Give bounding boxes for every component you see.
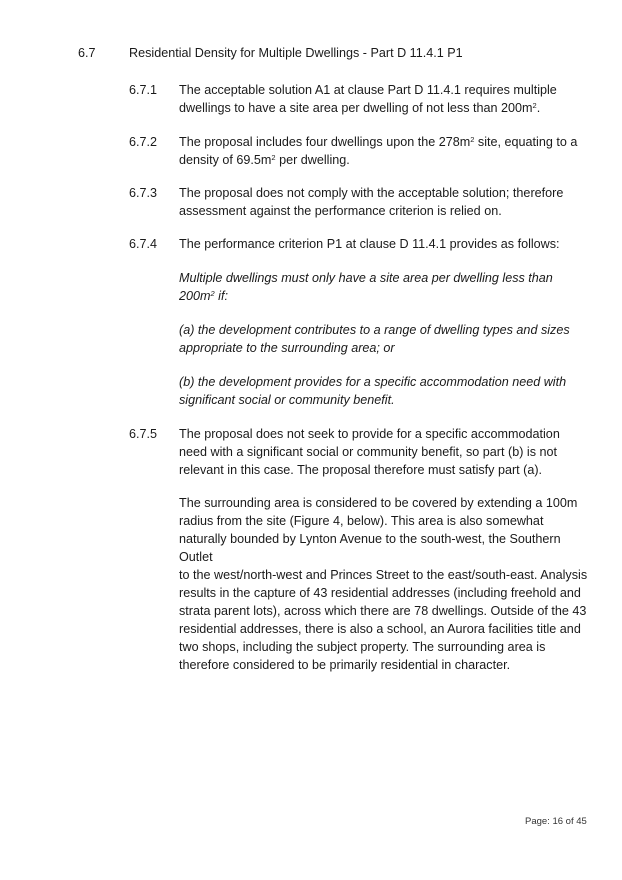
section-title: Residential Density for Multiple Dwellings - Part D 11.4.1 P1 xyxy=(129,46,463,60)
paragraph-line: The surrounding area is considered to be covered by extending a 100m xyxy=(179,496,578,510)
superscript: 2 xyxy=(210,289,215,298)
superscript: 2 xyxy=(271,153,276,162)
quote-line: significant social or community benefit. xyxy=(179,393,395,407)
paragraph-number: 6.7.2 xyxy=(129,135,158,149)
paragraph-number: 6.7.1 xyxy=(129,83,158,97)
paragraph-6-7-5 xyxy=(179,425,589,479)
quote-intro xyxy=(179,269,589,305)
paragraph-line: dwellings to have a site area per dwelling of not less than $200m^2$. xyxy=(179,101,541,115)
quote-line: $200m^2$ if: xyxy=(179,289,228,303)
quote-item-b xyxy=(179,373,589,409)
paragraph-number: 6.7.3 xyxy=(129,186,158,200)
paragraph-line: relevant in this case. The proposal therefore must satisfy part (a). xyxy=(179,463,543,477)
paragraph-line: The proposal does not seek to provide for a specific accommodation xyxy=(179,427,560,441)
paragraph-line: The proposal includes four dwellings upon the $278m^2$ site, equating to a xyxy=(179,135,578,149)
section-number: 6.7 xyxy=(78,46,96,60)
paragraph-line: therefore considered to be primarily residential in character. xyxy=(179,658,511,672)
quote-line: (a) the development contributes to a range of dwelling types and sizes xyxy=(179,323,570,337)
superscript: 2 xyxy=(470,135,475,144)
quote-line: Multiple dwellings must only have a site area per dwelling less than xyxy=(179,271,553,285)
paragraph-line: residential addresses, there is also a school, an Aurora facilities title and xyxy=(179,622,581,636)
paragraph-6-7-1 xyxy=(179,81,589,117)
superscript: 2 xyxy=(532,101,537,110)
paragraph-line: The performance criterion P1 at clause D 11.4.1 provides as follows: xyxy=(179,237,560,251)
paragraph-6-7-4 xyxy=(179,235,589,253)
quote-line: appropriate to the surrounding area; or xyxy=(179,341,395,355)
paragraph-line: assessment against the performance criterion is relied on. xyxy=(179,204,502,218)
paragraph-number: 6.7.5 xyxy=(129,427,158,441)
paragraph-line: strata parent lots), across which there are 78 dwellings. Outside of the 43 xyxy=(179,604,587,618)
paragraph-line: to the west/north-west and Princes Street to the east/south-east. Analysis xyxy=(179,568,588,582)
paragraph-line: The proposal does not comply with the acceptable solution; therefore xyxy=(179,186,564,200)
paragraph-line: two shops, including the subject property. The surrounding area is xyxy=(179,640,546,654)
quote-line: (b) the development provides for a specific accommodation need with xyxy=(179,375,567,389)
quote-item-a xyxy=(179,321,589,357)
paragraph-6-7-3 xyxy=(179,184,589,220)
paragraph-line: need with a significant social or community benefit, so part (b) is not xyxy=(179,445,557,459)
paragraph-line: results in the capture of 43 residential addresses (including freehold and xyxy=(179,586,581,600)
surrounding-area-paragraph xyxy=(179,494,589,674)
paragraph-line: naturally bounded by Lynton Avenue to the south-west, the Southern Outlet xyxy=(179,532,561,564)
page-number: Page: 16 of 45 xyxy=(525,816,587,827)
paragraph-number: 6.7.4 xyxy=(129,237,158,251)
paragraph-line: The acceptable solution A1 at clause Part D 11.4.1 requires multiple xyxy=(179,83,557,97)
paragraph-line: radius from the site (Figure 4, below). This area is also somewhat xyxy=(179,514,544,528)
paragraph-line: density of $69.5m^2$ per dwelling. xyxy=(179,153,350,167)
paragraph-6-7-2 xyxy=(179,133,589,169)
